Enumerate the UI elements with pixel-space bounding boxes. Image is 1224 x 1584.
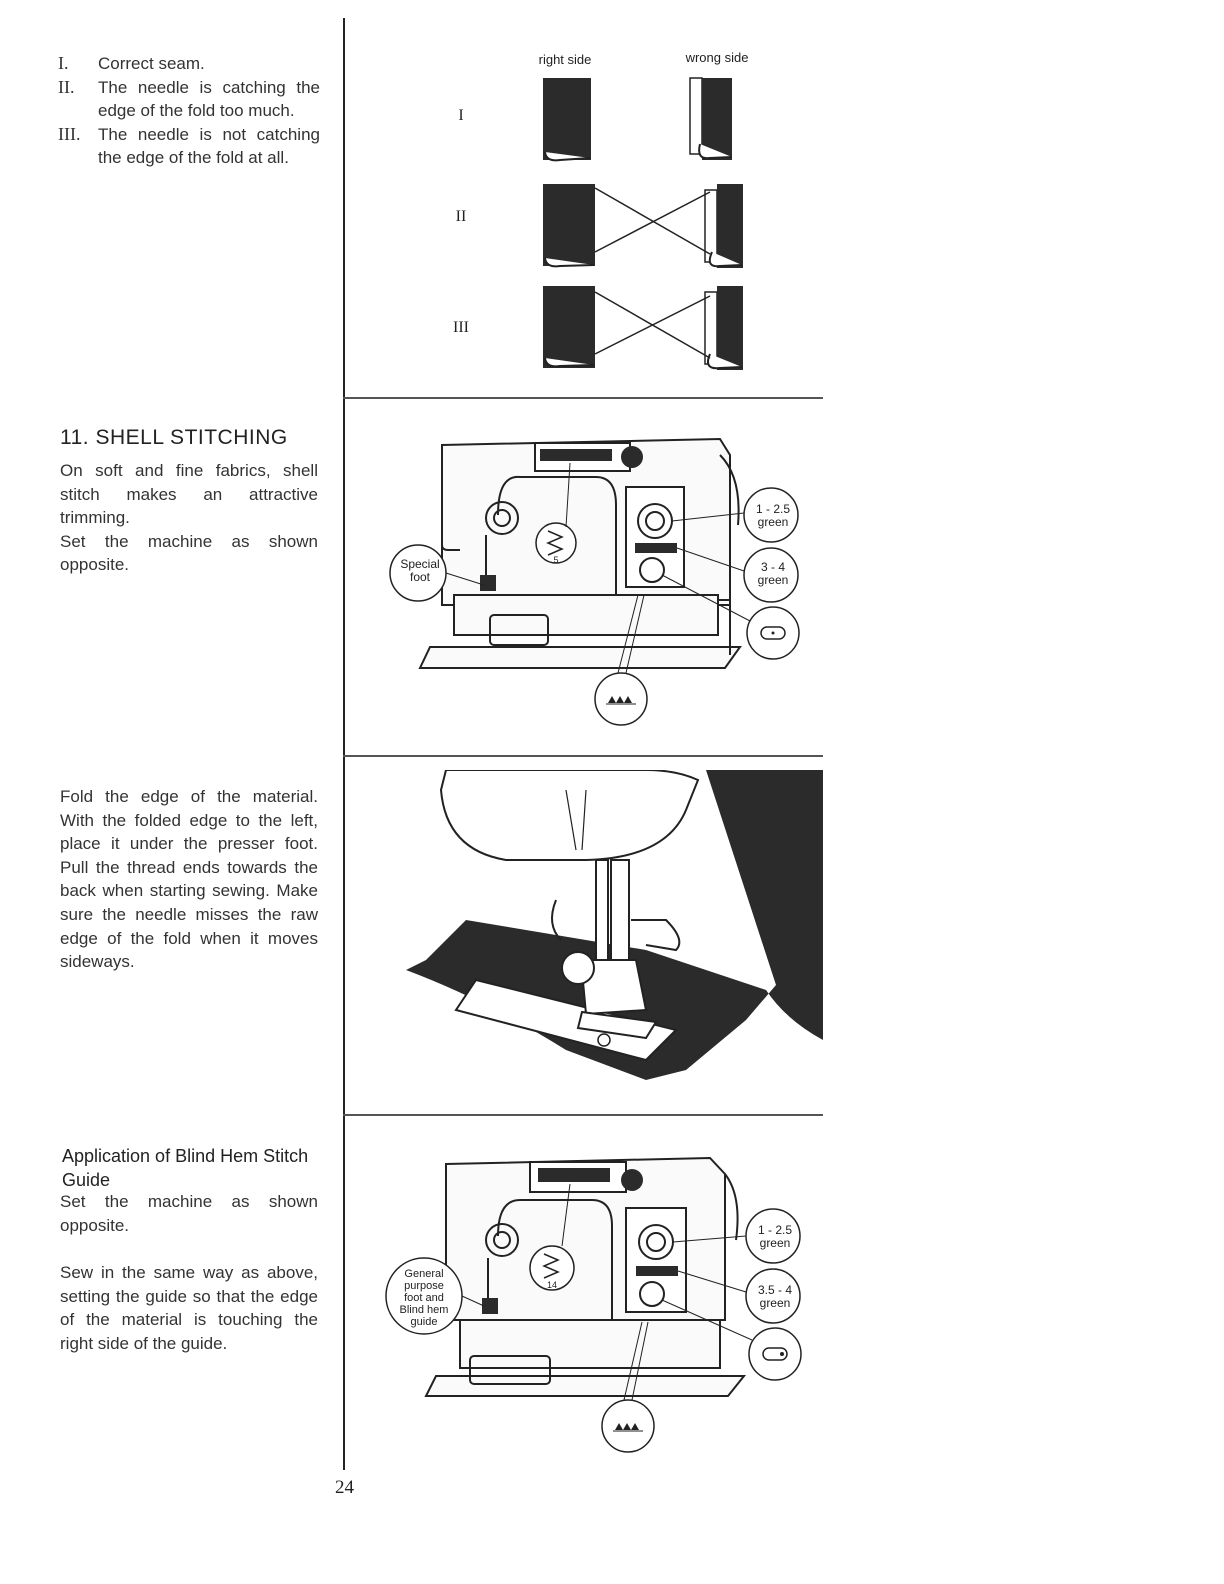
seam-comparison-figure	[360, 40, 820, 385]
presser-bar	[596, 860, 608, 970]
seam-row-correct	[543, 78, 732, 160]
foot-label: purpose	[404, 1280, 444, 1292]
comparison-line	[595, 188, 710, 254]
fabric-wrong-side-edge	[705, 190, 717, 262]
page-number: 24	[335, 1477, 354, 1498]
figure-divider	[343, 1114, 823, 1116]
comparison-line	[595, 296, 710, 354]
fabric-wrong-side-edge	[705, 292, 717, 364]
fabric-right-side	[543, 78, 591, 160]
foot-lever	[552, 900, 561, 940]
col-label-right-side: right side	[538, 52, 592, 67]
list-text: Correct seam.	[98, 54, 205, 73]
pattern-number: 5	[553, 555, 559, 565]
foot-label: General	[404, 1268, 444, 1280]
list-item	[58, 123, 320, 170]
seam-list	[58, 52, 320, 170]
row-label: I	[458, 107, 464, 124]
machine-head	[441, 770, 698, 860]
paragraph: Set the machine as shown opposite.	[60, 531, 318, 575]
foot-label: Blind hem	[399, 1304, 449, 1316]
seam-row-too-much	[543, 184, 743, 268]
list-item	[58, 52, 320, 76]
foot-label: foot	[409, 570, 431, 584]
fabric-wrong-side	[717, 286, 743, 370]
machine-settings-figure-shell	[380, 415, 820, 745]
comparison-line	[595, 192, 710, 252]
paragraph: Fold the edge of the material. With the folded edge to the left, place it under the presser foot. Pull the thread ends towards the back when starting sewing. Make sure the needle misses the raw edge of the fold when it moves sideways.	[60, 787, 318, 972]
stitch-width-value: 3 - 4	[760, 560, 786, 574]
thread-guide	[631, 920, 679, 950]
thumb-screw	[562, 952, 594, 984]
fabric-wrong-side-edge	[690, 78, 702, 154]
paragraph: On soft and fine fabrics, shell stitch makes an attractive trimming.	[60, 461, 318, 528]
sub-section-title: Application of Blind Hem Stitch Guide	[62, 1146, 309, 1190]
pattern-number: 14	[546, 1280, 558, 1290]
fabric-right-side	[543, 184, 595, 266]
stitch-length-value: 1 - 2.5	[757, 1223, 793, 1237]
needle-bar	[611, 860, 629, 960]
figure-divider	[343, 397, 823, 399]
stitch-width-color: green	[757, 573, 789, 587]
shell-instructions-paragraph	[60, 785, 318, 974]
fabric-right-side	[543, 286, 595, 368]
list-text: The needle is catching the edge of the fold too much.	[98, 77, 320, 121]
shell-intro-paragraph	[60, 459, 318, 577]
stitch-length-color: green	[757, 515, 789, 529]
foot-label: guide	[410, 1316, 438, 1328]
needle-position-dot	[772, 632, 775, 635]
section-title: 11. SHELL STITCHING	[60, 426, 288, 449]
list-numeral: I.	[58, 53, 69, 73]
seam-row-not-catching	[543, 286, 743, 370]
stitch-width-color: green	[759, 1296, 791, 1310]
fabric-wrong-side	[717, 184, 743, 268]
stitch-length-value: 1 - 2.5	[755, 502, 791, 516]
list-numeral: II.	[58, 76, 75, 97]
needle-position-callout	[749, 1328, 801, 1380]
foot-label: Special	[400, 557, 440, 571]
row-label: III	[453, 319, 469, 336]
machine-settings-figure-blind-hem	[380, 1140, 820, 1470]
figure-divider	[343, 755, 823, 757]
presser-foot-closeup-figure	[346, 770, 823, 1100]
feed-dog-icon	[615, 1423, 639, 1430]
list-numeral: III.	[58, 123, 81, 144]
list-item	[58, 76, 320, 123]
stitch-length-color: green	[759, 1236, 791, 1250]
paragraph: Set the machine as shown opposite.	[60, 1192, 318, 1235]
needle-position-dot	[780, 1352, 784, 1356]
blind-hem-paragraphs	[60, 1190, 318, 1356]
stitch-width-value: 3.5 - 4	[757, 1283, 793, 1297]
list-text: The needle is not catching the edge of the fold at all.	[98, 124, 320, 168]
feed-dog-icon	[608, 696, 632, 703]
paragraph: Sew in the same way as above, setting the guide so that the edge of the material is touching the right side of the guide.	[60, 1263, 318, 1353]
column-divider	[343, 18, 345, 1470]
foot-label: foot and	[404, 1292, 444, 1304]
col-label-wrong-side: wrong side	[685, 50, 749, 65]
row-label: II	[455, 208, 467, 225]
